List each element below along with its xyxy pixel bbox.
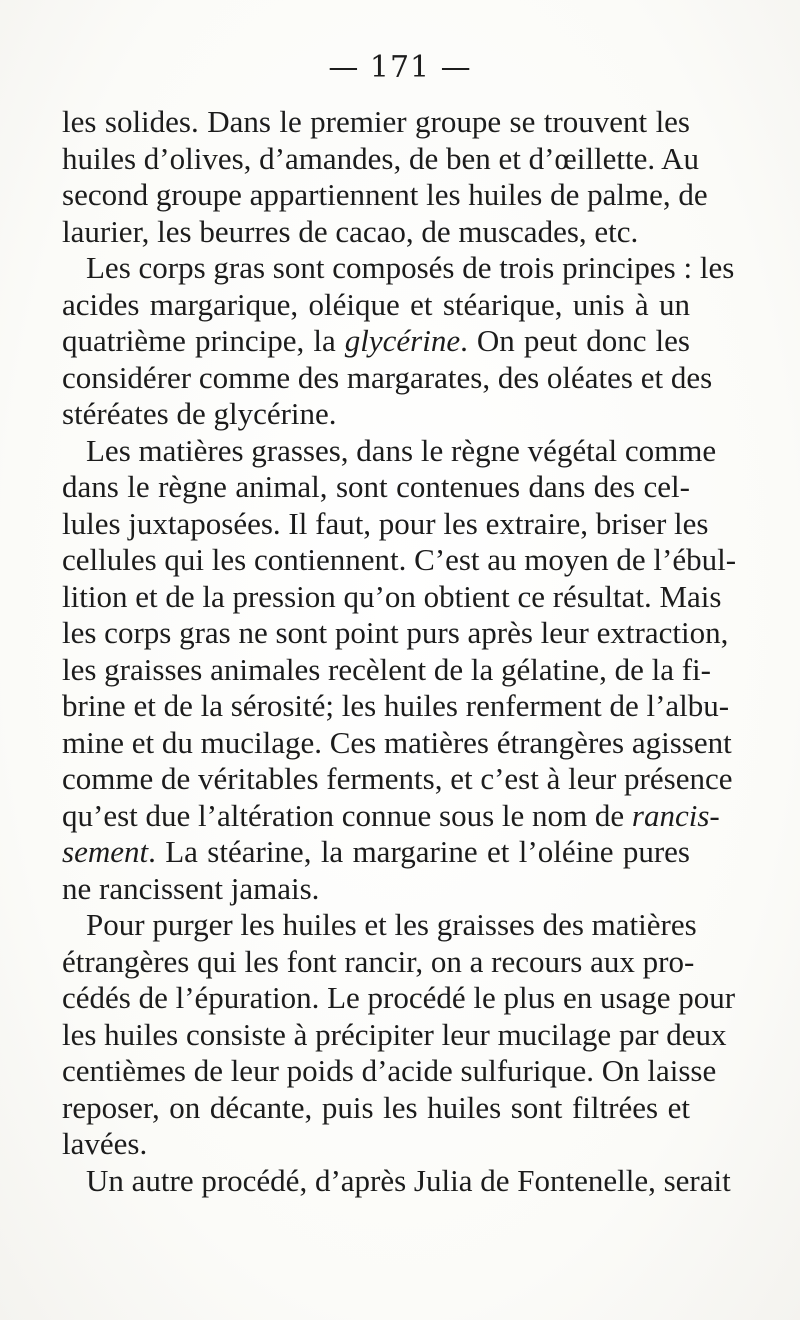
italic-term: rancis- xyxy=(631,797,720,833)
text-line xyxy=(62,834,690,871)
text-segment: étrangères qui les font rancir, on a recours aux pro- xyxy=(62,943,695,979)
text-line xyxy=(62,505,709,543)
text-line xyxy=(62,761,733,798)
text-line xyxy=(62,250,735,287)
text-line xyxy=(62,578,722,616)
body-text xyxy=(62,104,737,1199)
text-line xyxy=(62,1126,690,1163)
text-segment: les corps gras ne sont point purs après leur extraction, xyxy=(62,615,729,650)
text-line xyxy=(62,432,717,470)
text-segment: comme de véritables ferments, et c’est à leur présence xyxy=(62,761,733,796)
text-segment: lition et de la pression qu’on obtient ce résultat. Mais xyxy=(62,578,722,614)
text-segment: reposer, on décante, puis les huiles sont filtrées et xyxy=(62,1089,690,1125)
text-line xyxy=(62,943,695,981)
text-line xyxy=(62,688,730,725)
italic-term: glycérine xyxy=(344,323,461,358)
text-segment: centièmes de leur poids d’acide sulfurique. On laisse xyxy=(62,1053,717,1088)
text-segment: Les corps gras sont composés de trois principes : les xyxy=(86,250,735,285)
text-line xyxy=(62,797,720,835)
text-segment: les huiles consiste à précipiter leur mucilage par deux xyxy=(62,1016,727,1052)
text-segment: les graisses animales recèlent de la gélatine, de la fi- xyxy=(62,651,711,687)
text-segment: acides margarique, oléique et stéarique, unis à un xyxy=(62,286,690,322)
text-segment: dans le règne animal, sont contenues dans des cel- xyxy=(62,469,690,504)
text-segment: second groupe appartiennent les huiles de palme, de xyxy=(62,177,708,212)
text-line xyxy=(62,615,729,652)
text-segment: . La stéarine, la margarine et l’oléine pures xyxy=(148,834,690,869)
text-line xyxy=(62,214,690,251)
text-line xyxy=(62,907,697,944)
text-segment: Un autre procédé, d’après Julia de Fontenelle, serait xyxy=(86,1162,731,1198)
text-segment: les solides. Dans le premier groupe se trouvent les xyxy=(62,104,690,139)
text-line xyxy=(62,1090,690,1127)
text-line xyxy=(62,287,690,324)
text-segment: qu’est due l’altération connue sous le nom de xyxy=(62,797,632,833)
text-line xyxy=(62,724,732,762)
text-segment: brine et de la sérosité; les huiles renferment de l’albu- xyxy=(62,688,730,723)
text-segment: Pour purger les huiles et les graisses des matières xyxy=(86,907,697,942)
text-segment: laurier, les beurres de cacao, de muscades, etc. xyxy=(62,213,639,249)
text-segment: lules juxtaposées. Il faut, pour les extraire, briser les xyxy=(62,505,709,541)
text-line xyxy=(62,1162,731,1200)
text-segment: ne rancissent jamais. xyxy=(62,870,320,906)
text-segment: quatrième principe, la xyxy=(62,323,345,358)
text-segment: cellules qui les contiennent. C’est au moyen de l’ébul- xyxy=(62,542,737,577)
text-segment: cédés de l’épuration. Le procédé le plus en usage pour xyxy=(62,980,736,1015)
text-line xyxy=(62,1053,717,1090)
text-line xyxy=(62,651,711,689)
text-segment: considérer comme des margarates, des oléates et des xyxy=(62,359,713,395)
text-line xyxy=(62,1016,727,1054)
text-segment: Les matières grasses, dans le règne végétal comme xyxy=(86,432,717,468)
text-line xyxy=(62,396,690,433)
text-segment: stéréates de glycérine. xyxy=(62,396,337,431)
text-segment: mine et du mucilage. Ces matières étrangères agissent xyxy=(62,724,732,760)
text-line xyxy=(62,359,713,397)
page-number: — 171 — xyxy=(328,50,472,85)
text-line xyxy=(62,980,736,1017)
text-line xyxy=(62,542,737,579)
text-line xyxy=(62,323,690,360)
text-line xyxy=(62,177,708,214)
text-line xyxy=(62,104,690,141)
text-segment: lavées. xyxy=(62,1126,148,1161)
text-segment: . On peut donc les xyxy=(460,323,690,358)
italic-term: sement xyxy=(62,834,149,869)
text-line xyxy=(62,871,690,908)
text-segment: huiles d’olives, d’amandes, de ben et d’œillette. Au xyxy=(62,140,700,176)
text-line xyxy=(62,140,700,178)
text-line xyxy=(62,469,690,506)
